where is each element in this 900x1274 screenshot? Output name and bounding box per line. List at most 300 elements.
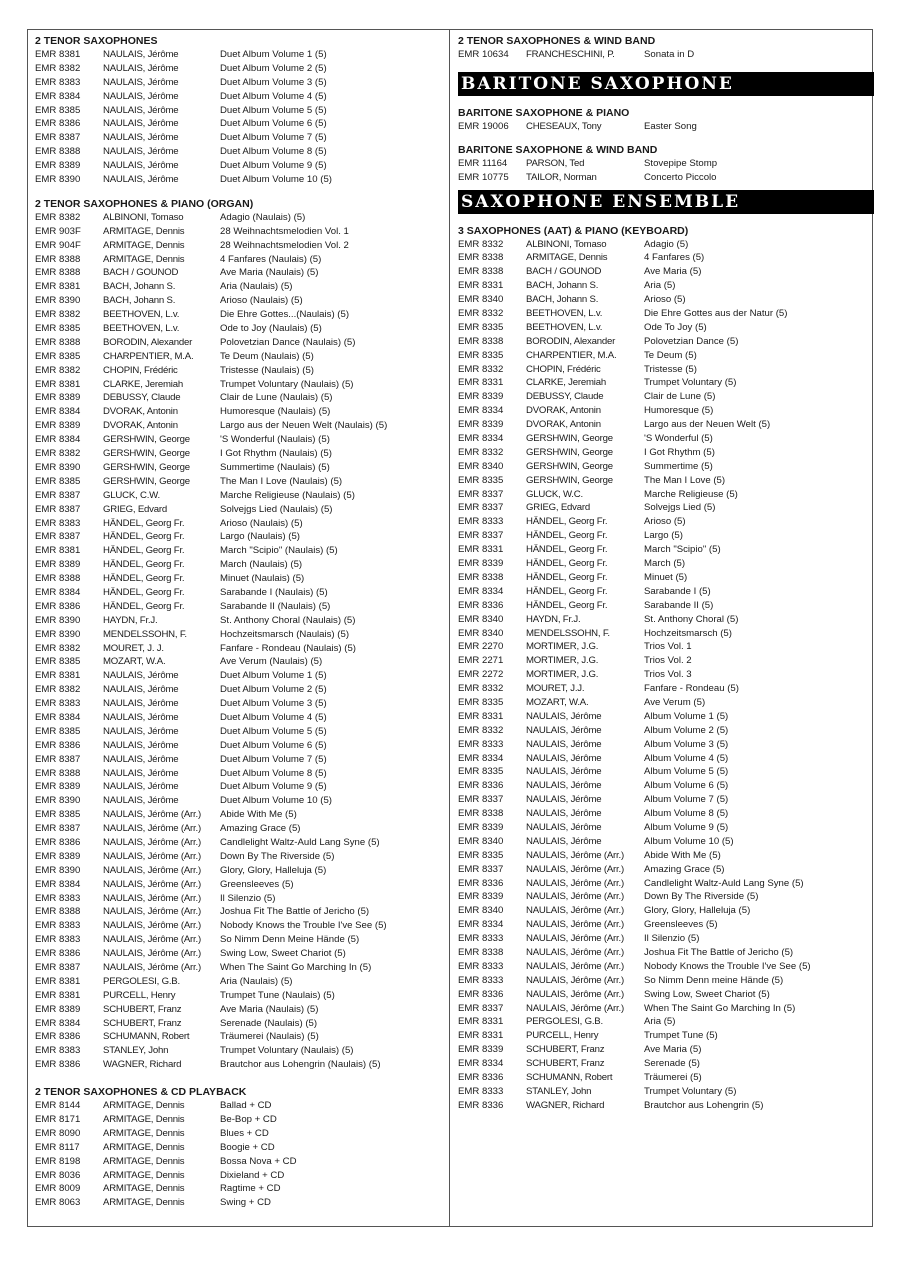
catalog-entry <box>35 489 443 503</box>
composer: MORTIMER, J.G. <box>526 655 599 667</box>
composer: NAULAIS, Jérôme (Arr.) <box>103 948 201 960</box>
catalog-number: EMR 8381 <box>35 378 81 390</box>
catalog-number: EMR 8338 <box>458 252 504 264</box>
composer: ARMITAGE, Dennis <box>103 1155 185 1167</box>
composer: GLUCK, C.W. <box>103 489 160 501</box>
composer: MOZART, W.A. <box>103 656 166 668</box>
title: Hochzeitsmarsch (5) <box>644 627 732 639</box>
catalog-number: EMR 904F <box>35 239 81 251</box>
catalog-entry <box>458 849 872 863</box>
catalog-number: EMR 8384 <box>35 586 81 598</box>
title: 4 Fanfares (Naulais) (5) <box>220 253 322 265</box>
catalog-entry <box>35 628 443 642</box>
catalog-entry <box>458 293 872 307</box>
title: Album Volume 2 (5) <box>644 724 729 736</box>
catalog-list <box>458 157 872 185</box>
composer: HÄNDEL, Georg Fr. <box>526 585 608 597</box>
composer: NAULAIS, Jérôme <box>103 49 179 60</box>
catalog-entry <box>35 76 443 90</box>
composer: NAULAIS, Jérôme <box>103 781 179 793</box>
catalog-entry <box>458 988 872 1002</box>
catalog-number: EMR 8382 <box>35 364 81 376</box>
catalog-entry <box>35 697 443 711</box>
catalog-number: EMR 2270 <box>458 641 504 653</box>
title: Marche Religieuse (5) <box>644 488 738 500</box>
composer: NAULAIS, Jérôme <box>526 821 602 833</box>
section-heading: 2 TENOR SAXOPHONES & CD PLAYBACK <box>35 1086 247 1099</box>
catalog-number: EMR 8331 <box>458 544 504 556</box>
catalog-entry <box>458 157 872 171</box>
catalog-number: EMR 8388 <box>35 336 81 348</box>
catalog-entry <box>35 1196 443 1210</box>
composer: TAILOR, Norman <box>526 171 597 183</box>
catalog-entry <box>458 376 872 390</box>
title: Ode To Joy (5) <box>644 321 707 333</box>
title: Duet Album Volume 9 (5) <box>220 160 327 172</box>
catalog-number: EMR 8381 <box>35 545 81 557</box>
catalog-number: EMR 8331 <box>458 710 504 722</box>
catalog-number: EMR 8340 <box>458 627 504 639</box>
catalog-entry <box>458 529 872 543</box>
catalog-list <box>35 211 443 1072</box>
catalog-entry <box>35 836 443 850</box>
section-heading: 2 TENOR SAXOPHONES & WIND BAND <box>458 35 656 47</box>
title: Duet Album Volume 1 (5) <box>220 670 327 682</box>
catalog-number: EMR 8383 <box>35 892 81 904</box>
catalog-number: EMR 8335 <box>458 696 504 708</box>
catalog-number: EMR 8331 <box>458 1030 504 1042</box>
catalog-entry <box>458 543 872 557</box>
catalog-number: EMR 8383 <box>35 1045 81 1057</box>
composer: NAULAIS, Jérôme <box>526 752 602 764</box>
catalog-number: EMR 8337 <box>458 794 504 806</box>
catalog-number: EMR 8387 <box>35 962 81 973</box>
title: Träumerei (5) <box>644 1072 702 1083</box>
composer: SCHUMANN, Robert <box>526 1072 613 1083</box>
catalog-number: EMR 19006 <box>458 120 509 132</box>
title: Trumpet Voluntary (Naulais) (5) <box>220 378 354 390</box>
catalog-entry <box>35 145 443 159</box>
catalog-entry <box>458 946 872 960</box>
composer: BEETHOVEN, L.v. <box>103 309 180 321</box>
composer: NAULAIS, Jérôme <box>103 146 179 158</box>
catalog-entry <box>35 947 443 961</box>
title: Duet Album Volume 6 (5) <box>220 118 327 130</box>
composer: PARSON, Ted <box>526 157 585 169</box>
title: 28 Weihnachtsmelodien Vol. 2 <box>220 239 349 251</box>
catalog-number: EMR 8388 <box>35 767 81 779</box>
composer: NAULAIS, Jérôme (Arr.) <box>103 934 201 946</box>
catalog-entry <box>458 335 872 349</box>
catalog-entry <box>35 253 443 267</box>
catalog-number: EMR 8390 <box>35 461 81 473</box>
title: Polovetzian Dance (5) <box>644 335 739 347</box>
composer: ARMITAGE, Dennis <box>526 252 608 264</box>
catalog-number: EMR 8332 <box>458 308 504 320</box>
section-heading: 2 TENOR SAXOPHONES <box>35 35 158 47</box>
catalog-number: EMR 8338 <box>458 946 504 958</box>
catalog-number: EMR 8334 <box>458 405 504 417</box>
title: Album Volume 4 (5) <box>644 752 729 764</box>
catalog-number: EMR 8388 <box>35 253 81 265</box>
catalog-number: EMR 8339 <box>458 558 504 570</box>
title: Die Ehre Gottes...(Naulais) (5) <box>220 309 350 321</box>
catalog-number: EMR 8389 <box>35 1003 81 1015</box>
catalog-entry <box>35 655 443 669</box>
composer: ARMITAGE, Dennis <box>103 1169 185 1181</box>
composer: NAULAIS, Jérôme <box>103 795 179 807</box>
title: Down By The Riverside (5) <box>220 850 335 862</box>
category-banner: SAXOPHONE ENSEMBLE <box>458 190 874 214</box>
catalog-number: EMR 8388 <box>35 573 81 585</box>
catalog-number: EMR 8144 <box>35 1100 81 1112</box>
composer: NAULAIS, Jérôme <box>103 684 179 696</box>
title: Trumpet Voluntary (5) <box>644 1085 737 1097</box>
catalog-entry <box>35 892 443 906</box>
composer: CLARKE, Jeremiah <box>526 377 606 389</box>
catalog-entry <box>35 767 443 781</box>
catalog-entry <box>458 557 872 571</box>
title: Stovepipe Stomp <box>644 157 718 169</box>
catalog-entry <box>35 919 443 933</box>
composer: NAULAIS, Jérôme <box>526 794 602 806</box>
composer: NAULAIS, Jérôme (Arr.) <box>103 809 201 821</box>
catalog-number: EMR 2272 <box>458 669 504 681</box>
title: March (5) <box>644 558 686 570</box>
composer: ALBINONI, Tomaso <box>103 211 184 223</box>
composer: PURCELL, Henry <box>526 1030 599 1042</box>
catalog-number: EMR 8386 <box>35 1059 81 1071</box>
composer: BACH / GOUNOD <box>526 266 602 278</box>
composer: BACH, Johann S. <box>103 295 176 307</box>
catalog-entry <box>35 461 443 475</box>
catalog-number: EMR 8385 <box>35 350 81 362</box>
composer: ARMITAGE, Dennis <box>103 1127 185 1139</box>
catalog-number: EMR 8386 <box>35 600 81 612</box>
composer: HAYDN, Fr.J. <box>103 614 158 626</box>
catalog-entry <box>458 613 872 627</box>
composer: NAULAIS, Jérôme (Arr.) <box>103 864 201 876</box>
composer: WAGNER, Richard <box>526 1099 605 1111</box>
title: Te Deum (Naulais) (5) <box>220 350 314 362</box>
title: Solvejgs Lied (5) <box>644 502 716 514</box>
catalog-entry <box>35 117 443 131</box>
composer: GLUCK, W.C. <box>526 488 583 500</box>
right-column <box>458 34 872 1113</box>
catalog-entry <box>35 586 443 600</box>
composer: NAULAIS, Jérôme (Arr.) <box>526 863 624 875</box>
catalog-number: EMR 8340 <box>458 460 504 472</box>
catalog-number: EMR 8384 <box>35 878 81 890</box>
catalog-entry <box>35 794 443 808</box>
catalog-entry <box>35 280 443 294</box>
composer: GERSHWIN, George <box>526 446 613 458</box>
composer: NAULAIS, Jérôme (Arr.) <box>103 906 201 918</box>
catalog-number: EMR 8381 <box>35 281 81 293</box>
title: Ballad + CD <box>220 1100 272 1112</box>
catalog-number: EMR 8386 <box>35 118 81 130</box>
composer: GERSHWIN, George <box>526 474 613 486</box>
composer: HÄNDEL, Georg Fr. <box>526 599 608 611</box>
composer: NAULAIS, Jérôme <box>526 710 602 722</box>
catalog-number: EMR 8009 <box>35 1183 81 1195</box>
title: Album Volume 5 (5) <box>644 766 729 778</box>
title: Duet Album Volume 7 (5) <box>220 132 327 144</box>
title: Duet Album Volume 3 (5) <box>220 76 327 88</box>
composer: GERSHWIN, George <box>526 460 613 472</box>
catalog-entry <box>458 807 872 821</box>
catalog-number: EMR 8390 <box>35 295 81 307</box>
catalog-entry <box>458 265 872 279</box>
catalog-number: EMR 11164 <box>458 157 508 169</box>
title: So Nimm Denn meine Hände (5) <box>644 974 784 986</box>
catalog-entry <box>35 864 443 878</box>
catalog-number: EMR 8386 <box>35 739 81 751</box>
composer: NAULAIS, Jérôme <box>103 104 179 116</box>
composer: NAULAIS, Jérôme <box>103 118 179 130</box>
composer: NAULAIS, Jérôme <box>103 132 179 144</box>
catalog-number: EMR 8331 <box>458 1016 504 1028</box>
left-column <box>35 34 443 1210</box>
title: Sarabande I (5) <box>644 585 711 597</box>
catalog-entry <box>35 1155 443 1169</box>
title: Trumpet Voluntary (Naulais) (5) <box>220 1045 354 1057</box>
composer: HÄNDEL, Georg Fr. <box>103 600 185 612</box>
title: Serenade (Naulais) (5) <box>220 1017 318 1029</box>
composer: BACH, Johann S. <box>526 280 599 292</box>
title: Ave Maria (Naulais) (5) <box>220 267 319 279</box>
catalog-number: EMR 8387 <box>35 531 81 543</box>
composer: NAULAIS, Jérôme <box>103 160 179 172</box>
catalog-number: EMR 8340 <box>458 835 504 847</box>
catalog-entry <box>35 753 443 767</box>
title: 4 Fanfares (5) <box>644 252 705 264</box>
title: Summertime (Naulais) (5) <box>220 461 330 473</box>
catalog-number: EMR 8333 <box>458 738 504 750</box>
title: Swing Low, Sweet Chariot (5) <box>220 948 346 960</box>
title: Hochzeitsmarsch (Naulais) (5) <box>220 628 350 640</box>
composer: BACH / GOUNOD <box>103 267 179 279</box>
catalog-entry <box>35 131 443 145</box>
title: Album Volume 1 (5) <box>644 710 729 722</box>
catalog-number: EMR 8385 <box>35 323 81 335</box>
catalog-number: EMR 8387 <box>35 753 81 765</box>
composer: STANLEY, John <box>526 1085 592 1097</box>
title: Aria (Naulais) (5) <box>220 975 293 987</box>
catalog-number: EMR 8385 <box>35 104 81 116</box>
catalog-number: EMR 8390 <box>35 864 81 876</box>
catalog-number: EMR 8332 <box>458 683 504 695</box>
composer: MORTIMER, J.G. <box>526 641 599 653</box>
composer: BORODIN, Alexander <box>526 335 616 347</box>
catalog-entry <box>35 878 443 892</box>
title: I Got Rhythm (Naulais) (5) <box>220 448 332 460</box>
catalog-number: EMR 8382 <box>35 62 81 74</box>
catalog-number: EMR 8387 <box>35 823 81 835</box>
composer: NAULAIS, Jérôme (Arr.) <box>526 946 624 958</box>
title: Abide With Me (5) <box>644 849 721 861</box>
catalog-number: EMR 8389 <box>35 781 81 793</box>
catalog-number: EMR 8382 <box>35 309 81 321</box>
catalog-number: EMR 8384 <box>35 90 81 102</box>
composer: BEETHOVEN, L.v. <box>103 323 180 335</box>
catalog-number: EMR 8385 <box>35 475 81 487</box>
catalog-number: EMR 8339 <box>458 419 504 431</box>
catalog-number: EMR 8036 <box>35 1169 81 1181</box>
section-heading: 2 TENOR SAXOPHONES & PIANO (ORGAN) <box>35 197 254 210</box>
composer: GERSHWIN, George <box>103 434 190 446</box>
title: Marche Religieuse (Naulais) (5) <box>220 489 355 501</box>
title: Bossa Nova + CD <box>220 1155 297 1167</box>
catalog-entry <box>458 696 872 710</box>
catalog-entry <box>458 668 872 682</box>
catalog-entry <box>458 835 872 849</box>
catalog-entry <box>35 503 443 517</box>
composer: SCHUBERT, Franz <box>526 1058 605 1070</box>
composer: GERSHWIN, George <box>103 448 190 460</box>
composer: ARMITAGE, Dennis <box>103 1197 185 1209</box>
catalog-number: EMR 8386 <box>35 836 81 848</box>
catalog-entry <box>35 1003 443 1017</box>
catalog-entry <box>35 614 443 628</box>
title: Brautchor aus Lohengrin (Naulais) (5) <box>220 1059 381 1071</box>
catalog-entry <box>35 1141 443 1155</box>
composer: HÄNDEL, Georg Fr. <box>103 586 185 598</box>
catalog-number: EMR 8336 <box>458 877 504 889</box>
title: Largo aus der Neuen Welt (Naulais) (5) <box>220 420 388 432</box>
catalog-entry <box>35 1044 443 1058</box>
composer: HÄNDEL, Georg Fr. <box>526 571 608 583</box>
catalog-number: EMR 8171 <box>35 1114 81 1126</box>
catalog-entry <box>35 104 443 118</box>
catalog-number: EMR 8386 <box>35 948 81 960</box>
composer: NAULAIS, Jérôme (Arr.) <box>526 905 624 917</box>
catalog-entry <box>458 752 872 766</box>
catalog-entry <box>458 682 872 696</box>
catalog-entry <box>35 683 443 697</box>
catalog-number: EMR 8390 <box>35 795 81 807</box>
catalog-number: EMR 8384 <box>35 711 81 723</box>
composer: ARMITAGE, Dennis <box>103 1141 185 1153</box>
catalog-entry <box>458 432 872 446</box>
title: Duet Album Volume 7 (5) <box>220 753 327 765</box>
catalog-entry <box>458 738 872 752</box>
title: Ave Maria (5) <box>644 266 702 278</box>
catalog-number: EMR 8332 <box>458 446 504 458</box>
catalog-number: EMR 8388 <box>35 146 81 158</box>
title: Duet Album Volume 4 (5) <box>220 90 327 102</box>
composer: STANLEY, John <box>103 1045 169 1057</box>
composer: NAULAIS, Jérôme (Arr.) <box>526 919 624 931</box>
catalog-number: EMR 8385 <box>35 656 81 668</box>
title: Humoresque (Naulais) (5) <box>220 406 331 418</box>
title: Arioso (5) <box>644 294 686 306</box>
title: March (Naulais) (5) <box>220 559 303 571</box>
title: The Man I Love (Naulais) (5) <box>220 475 343 487</box>
composer: HÄNDEL, Georg Fr. <box>103 545 185 557</box>
catalog-entry <box>458 571 872 585</box>
catalog-entry <box>35 822 443 836</box>
catalog-entry <box>35 1058 443 1072</box>
catalog-entry <box>458 627 872 641</box>
composer: ARMITAGE, Dennis <box>103 225 185 237</box>
title: Duet Album Volume 6 (5) <box>220 739 327 751</box>
title: When The Saint Go Marching In (5) <box>644 1002 796 1014</box>
title: Album Volume 8 (5) <box>644 808 729 820</box>
title: Duet Album Volume 2 (5) <box>220 62 327 74</box>
catalog-entry <box>458 1043 872 1057</box>
title: Aria (5) <box>644 1016 676 1028</box>
composer: NAULAIS, Jérôme <box>526 766 602 778</box>
composer: ALBINONI, Tomaso <box>526 238 607 250</box>
title: So Nimm Denn Meine Hände (5) <box>220 934 360 946</box>
catalog-number: EMR 8336 <box>458 988 504 1000</box>
composer: SCHUBERT, Franz <box>103 1017 182 1029</box>
catalog-entry <box>458 279 872 293</box>
catalog-entry <box>35 405 443 419</box>
catalog-entry <box>458 821 872 835</box>
composer: BEETHOVEN, L.v. <box>526 308 603 320</box>
title: Clair de Lune (Naulais) (5) <box>220 392 333 404</box>
catalog-number: EMR 8383 <box>35 76 81 88</box>
title: Clair de Lune (5) <box>644 391 716 403</box>
catalog-number: EMR 8390 <box>35 174 81 186</box>
category-banner: BARITONE SAXOPHONE <box>458 72 874 96</box>
catalog-list <box>35 48 443 187</box>
title: Ave Maria (5) <box>644 1044 702 1056</box>
catalog-number: EMR 8334 <box>458 433 504 445</box>
catalog-entry <box>458 363 872 377</box>
catalog-number: EMR 8382 <box>35 642 81 654</box>
catalog-entry <box>35 850 443 864</box>
title: I Got Rhythm (5) <box>644 446 715 458</box>
title: Candlelight Waltz-Auld Lang Syne (5) <box>644 877 804 889</box>
catalog-entry <box>35 711 443 725</box>
catalog-entry <box>458 238 872 252</box>
title: Sonata in D <box>644 49 695 60</box>
catalog-number: EMR 8390 <box>35 614 81 626</box>
title: Duet Album Volume 10 (5) <box>220 174 332 186</box>
title: Duet Album Volume 9 (5) <box>220 781 327 793</box>
composer: CHOPIN, Frédéric <box>526 363 601 375</box>
catalog-entry <box>458 460 872 474</box>
composer: BEETHOVEN, L.v. <box>526 321 603 333</box>
composer: HÄNDEL, Georg Fr. <box>526 530 608 542</box>
catalog-number: EMR 2271 <box>458 655 504 667</box>
catalog-number: EMR 8334 <box>458 1058 504 1070</box>
catalog-entry <box>458 501 872 515</box>
catalog-number: EMR 8340 <box>458 905 504 917</box>
catalog-number: EMR 8335 <box>458 321 504 333</box>
catalog-list <box>458 48 872 62</box>
catalog-number: EMR 8338 <box>458 571 504 583</box>
catalog-number: EMR 8334 <box>458 919 504 931</box>
catalog-entry <box>35 544 443 558</box>
catalog-entry <box>458 1099 872 1113</box>
catalog-entry <box>35 1017 443 1031</box>
title: Duet Album Volume 5 (5) <box>220 725 327 737</box>
catalog-entry <box>35 933 443 947</box>
title: Joshua Fit The Battle of Jericho (5) <box>644 946 794 958</box>
title: Duet Album Volume 3 (5) <box>220 698 327 710</box>
catalog-entry <box>35 961 443 975</box>
catalog-number: EMR 8331 <box>458 280 504 292</box>
composer: NAULAIS, Jérôme <box>103 62 179 74</box>
catalog-entry <box>458 120 872 134</box>
catalog-list <box>35 1099 443 1210</box>
catalog-entry <box>458 654 872 668</box>
catalog-entry <box>458 474 872 488</box>
